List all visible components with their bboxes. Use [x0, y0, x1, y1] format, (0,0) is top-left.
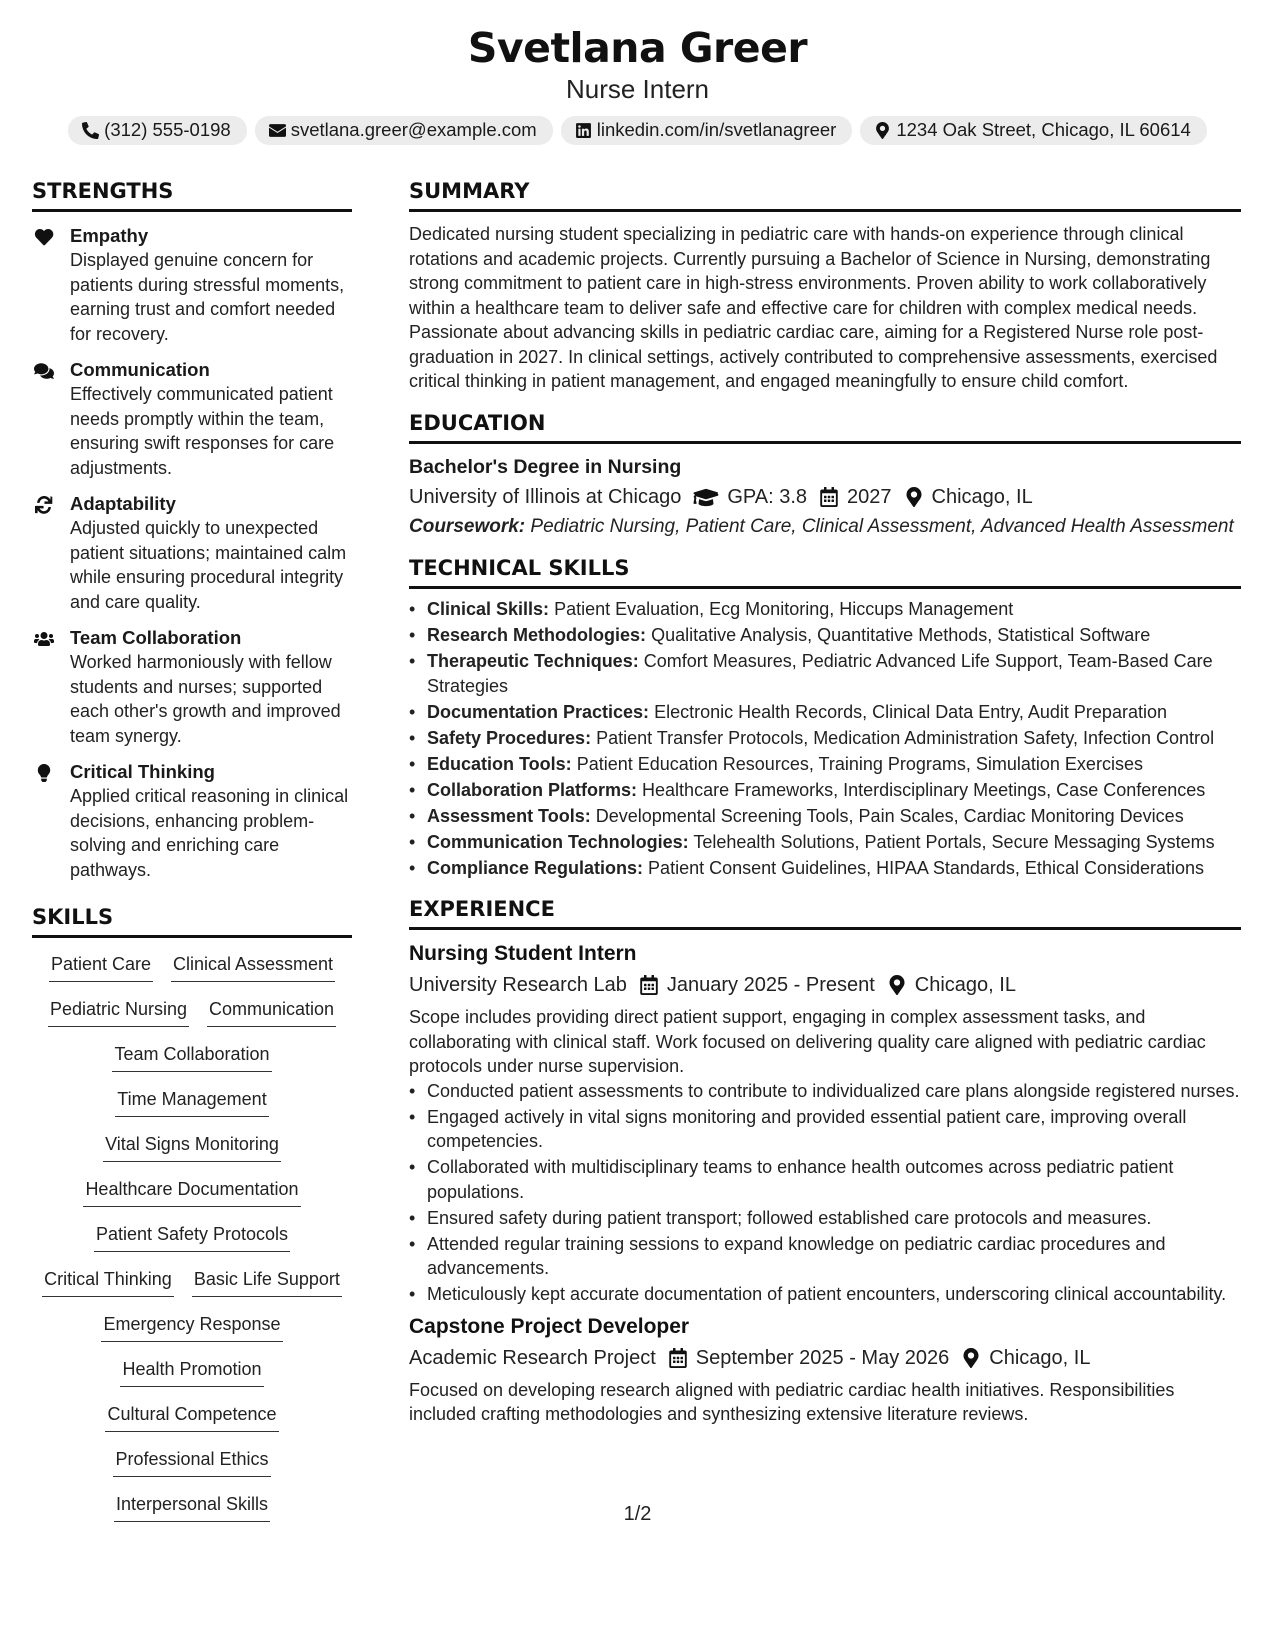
contact-bar [0, 116, 1275, 145]
contact-linkedin[interactable] [561, 116, 853, 145]
list-item [409, 804, 1241, 829]
strength-desc: Applied critical reasoning in clinical decisions, enhancing problem-solving and enriching care pathways. [70, 786, 349, 880]
skill-tag: Professional Ethics [113, 1447, 270, 1477]
skill-tag: Vital Signs Monitoring [103, 1132, 281, 1162]
skill-category: Therapeutic Techniques: [427, 651, 639, 671]
skill-category: Documentation Practices: [427, 701, 650, 722]
degree-name: Bachelor's Degree in Nursing [409, 455, 682, 478]
strength-desc: Effectively communicated patient needs promptly within the team, ensuring swift responses for care adjustments. [70, 384, 335, 478]
comments-icon [34, 362, 54, 380]
coursework [409, 515, 1241, 540]
education-section [409, 410, 1241, 540]
skill-category: Safety Procedures: [427, 727, 592, 748]
skill-values: Patient Consent Guidelines, HIPAA Standards, Ethical Considerations [648, 857, 1205, 878]
education-heading: EDUCATION [409, 410, 1241, 444]
skill-values: Healthcare Frameworks, Interdisciplinary Meetings, Case Conferences [642, 779, 1206, 800]
heart-icon [34, 228, 54, 246]
job-title: Capstone Project Developer [409, 1314, 690, 1338]
calendar-icon [819, 487, 839, 507]
map-marker-icon [887, 975, 907, 995]
job-location: Chicago, IL [914, 974, 1016, 996]
skill-tag: Communication [207, 997, 336, 1027]
strength-desc: Adjusted quickly to unexpected patient situations; maintained calm while ensuring procedural integrity and care quality. [70, 518, 347, 612]
list-item [409, 623, 1241, 648]
envelope-icon [269, 122, 286, 139]
contact-email-text: svetlana.greer@example.com [290, 119, 537, 140]
list-item [409, 752, 1241, 777]
skill-tag: Healthcare Documentation [83, 1177, 300, 1207]
list-item [409, 597, 1241, 622]
candidate-title: Nurse Intern [565, 74, 710, 104]
job-description: Scope includes providing direct patient support, engaging in complex assessment tasks, and collaborating with clinical staff. Work focused on delivering quality care aligned with pediatric cardiac protocols under nurse supervision. [409, 1007, 1206, 1076]
list-item [409, 700, 1241, 725]
graduation-cap-icon [693, 487, 719, 507]
list-item: • Attended regular training sessions to expand knowledge on pediatric cardiac procedures and advancements. [409, 1232, 1241, 1281]
graduation-year: 2027 [847, 485, 892, 508]
skill-values: Electronic Health Records, Clinical Data Entry, Audit Preparation [654, 701, 1167, 722]
skill-values: Telehealth Solutions, Patient Portals, Secure Messaging Systems [693, 831, 1215, 852]
skills-section [32, 904, 352, 1537]
left-column [32, 178, 352, 1537]
skill-tag: Team Collaboration [112, 1042, 271, 1072]
skill-category: Research Methodologies: [427, 625, 647, 645]
skill-tag: Interpersonal Skills [114, 1492, 270, 1522]
users-icon [34, 630, 54, 648]
calendar-icon [639, 975, 659, 995]
list-item [409, 726, 1241, 751]
school-location: Chicago, IL [931, 485, 1033, 508]
job-entry [409, 940, 1241, 1307]
skill-tag: Emergency Response [101, 1312, 282, 1342]
contact-linkedin-text: linkedin.com/in/svetlanagreer [596, 119, 837, 140]
skill-values: Patient Evaluation, Ecg Monitoring, Hiccups Management [554, 599, 1014, 619]
job-meta [409, 1344, 1241, 1372]
strength-name: Team Collaboration [70, 627, 242, 648]
sync-icon [34, 496, 54, 514]
contact-address-text: 1234 Oak Street, Chicago, IL 60614 [896, 119, 1191, 140]
skill-values: Patient Education Resources, Training Programs, Simulation Exercises [576, 753, 1143, 774]
skill-tag: Clinical Assessment [171, 952, 335, 982]
skill-category: Communication Technologies: [427, 831, 689, 852]
summary-section [409, 178, 1241, 394]
strength-item [32, 760, 352, 882]
skill-values: Patient Transfer Protocols, Medication Administration Safety, Infection Control [596, 727, 1215, 748]
page-number: 1/2 [623, 1503, 652, 1525]
strength-name: Critical Thinking [70, 761, 215, 782]
job-entry [409, 1313, 1241, 1427]
strengths-section [32, 178, 352, 882]
job-bullets [409, 1079, 1241, 1307]
map-marker-icon [961, 1348, 981, 1368]
skill-tag: Basic Life Support [192, 1267, 342, 1297]
strength-item [32, 224, 352, 346]
job-dates: January 2025 - Present [666, 974, 875, 996]
map-marker-icon [874, 122, 891, 139]
skill-category: Clinical Skills: [427, 599, 550, 619]
technical-skills-list [409, 597, 1241, 880]
strength-item [32, 626, 352, 748]
skill-values: Qualitative Analysis, Quantitative Methods, Statistical Software [651, 625, 1151, 645]
job-meta [409, 971, 1241, 999]
strength-name: Empathy [70, 225, 149, 246]
technical-skills-heading: TECHNICAL SKILLS [409, 555, 1241, 589]
skill-category: Collaboration Platforms: [427, 779, 638, 800]
list-item: • Conducted patient assessments to contribute to individualized care plans alongside registered nurses. [409, 1079, 1241, 1104]
school-name: University of Illinois at Chicago [409, 485, 682, 508]
contact-email[interactable] [255, 116, 553, 145]
skill-tag: Patient Care [49, 952, 153, 982]
strength-desc: Displayed genuine concern for patients during stressful moments, earning trust and comfort needed for recovery. [70, 250, 345, 344]
skill-values: Developmental Screening Tools, Pain Scales, Cardiac Monitoring Devices [595, 805, 1184, 826]
strength-desc: Worked harmoniously with fellow students and nurses; supported each other's growth and improved team synergy. [70, 652, 341, 746]
contact-phone[interactable] [68, 116, 247, 145]
job-dates: September 2025 - May 2026 [695, 1346, 950, 1369]
skill-tag: Cultural Competence [105, 1402, 278, 1432]
map-marker-icon [904, 487, 924, 507]
resume-header [0, 0, 1275, 145]
calendar-icon [668, 1348, 688, 1368]
skill-category: Compliance Regulations: [427, 857, 644, 878]
phone-icon [82, 122, 99, 139]
skill-category: Assessment Tools: [427, 805, 591, 826]
job-description: Focused on developing research aligned with pediatric cardiac health initiatives. Responsibilities included crafting methodologies and synthesizing extensive literature reviews. [409, 1379, 1175, 1424]
technical-skills-section [409, 555, 1241, 880]
job-org: Academic Research Project [409, 1346, 656, 1369]
right-column [409, 178, 1241, 1427]
summary-text: Dedicated nursing student specializing in pediatric care with hands-on experience through clinical rotations and academic projects. Currently pursuing a Bachelor of Science in Nursing, demonstrating strong commitment to patient care in high-stress environments. Proven ability to work collaboratively within a healthcare team to deliver safe and effective care for children with complex medical needs. Passionate about advancing skills in pediatric cardiac care, aiming for a Registered Nurse role post-graduation in 2027. In clinical settings, actively contributed to comprehensive assessments, exercised critical thinking in patient management, and engaged meaningfully to ensure child comfort. [409, 224, 1218, 391]
list-item [409, 830, 1241, 855]
contact-address [860, 116, 1206, 145]
list-item [409, 778, 1241, 803]
lightbulb-icon [34, 764, 54, 782]
coursework-list: Pediatric Nursing, Patient Care, Clinical Assessment, Advanced Health Assessment [530, 515, 1234, 537]
skills-list [32, 952, 352, 1537]
skills-heading: SKILLS [32, 904, 352, 938]
list-item: • Meticulously kept accurate documentation of patient encounters, underscoring clinical accountability. [409, 1282, 1241, 1307]
job-org: University Research Lab [409, 974, 627, 996]
skill-tag: Pediatric Nursing [48, 997, 189, 1027]
skill-tag: Patient Safety Protocols [94, 1222, 290, 1252]
list-item [409, 649, 1241, 698]
linkedin-icon [575, 122, 592, 139]
strength-item [32, 358, 352, 480]
skill-values: Comfort Measures, Pediatric Advanced Life Support, Team-Based Care Strategies [427, 651, 1213, 696]
job-location: Chicago, IL [989, 1346, 1091, 1369]
list-item [409, 856, 1241, 881]
strength-item [32, 492, 352, 614]
skill-category: Education Tools: [427, 753, 572, 774]
strength-name: Adaptability [70, 493, 176, 514]
skill-tag: Time Management [115, 1087, 268, 1117]
strengths-heading: STRENGTHS [32, 178, 352, 212]
candidate-name: Svetlana Greer [467, 24, 808, 72]
coursework-label: Coursework: [409, 515, 526, 537]
list-item: • Engaged actively in vital signs monitoring and provided essential patient care, improving overall competencies. [409, 1105, 1241, 1154]
strength-name: Communication [70, 359, 210, 380]
list-item: • Collaborated with multidisciplinary teams to enhance health outcomes across pediatric patient populations. [409, 1155, 1241, 1204]
contact-phone-text: (312) 555-0198 [104, 119, 231, 140]
experience-heading: EXPERIENCE [409, 896, 1241, 930]
gpa: GPA: 3.8 [727, 485, 808, 508]
experience-section [409, 896, 1241, 1427]
list-item: • Ensured safety during patient transport; followed established care protocols and measures. [409, 1206, 1241, 1231]
summary-heading: SUMMARY [409, 178, 1241, 212]
skill-tag: Critical Thinking [42, 1267, 174, 1297]
education-meta [409, 483, 1241, 511]
skill-tag: Health Promotion [120, 1357, 263, 1387]
job-title: Nursing Student Intern [409, 942, 637, 965]
